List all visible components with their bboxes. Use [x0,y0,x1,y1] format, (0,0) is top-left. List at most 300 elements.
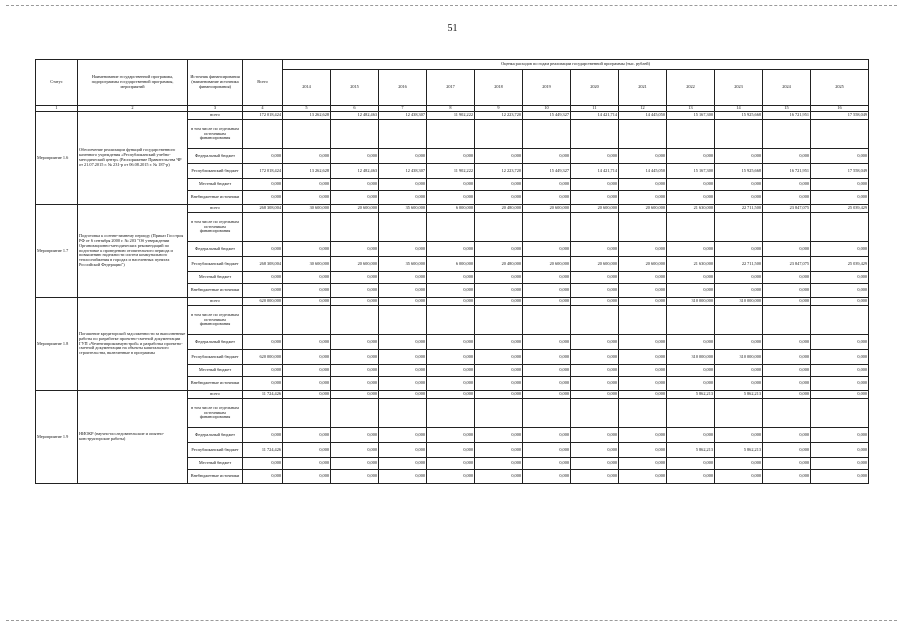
amount-year: 0,000 [571,470,619,484]
amount-year: 20 480,000 [475,257,523,272]
amount-year: 0,000 [571,149,619,164]
amount-year: 0,000 [283,377,331,391]
amount-year: 0,000 [619,149,667,164]
source-federal: Федеральный бюджет [188,428,243,443]
amount-total: 268 308,004 [243,205,283,213]
header-estimate: Оценка расходов по годам реализации государственной программы (тыс. рублей) [283,60,869,70]
amount-year: 30 600,000 [283,257,331,272]
amount-year: 0,000 [379,284,427,298]
empty-cell [811,399,869,428]
empty-cell [379,213,427,242]
amount-year: 5 862,213 [667,391,715,399]
amount-year: 16 721,951 [763,112,811,120]
amount-year: 15 167,300 [667,164,715,179]
amount-year: 0,000 [427,298,475,306]
amount-year: 0,000 [379,428,427,443]
amount-year: 0,000 [715,242,763,257]
empty-cell [331,213,379,242]
amount-year: 17 558,049 [811,164,869,179]
amount-year: 35 600,000 [379,205,427,213]
amount-year: 0,000 [571,391,619,399]
amount-year: 0,000 [763,443,811,458]
amount-year: 0,000 [475,284,523,298]
source-other: Внебюджетные источники [188,377,243,391]
amount-total: 620 000,000 [243,350,283,365]
empty-cell [243,399,283,428]
amount-year: 0,000 [763,298,811,306]
amount-year: 0,000 [667,428,715,443]
amount-year: 0,000 [571,179,619,191]
amount-year: 0,000 [523,242,571,257]
amount-year: 0,000 [763,149,811,164]
amount-year: 0,000 [811,284,869,298]
amount-year: 0,000 [619,428,667,443]
amount-year: 0,000 [475,470,523,484]
empty-cell [619,306,667,335]
column-index: 8 [427,106,475,112]
amount-year: 0,000 [283,242,331,257]
header-status: Статус [36,60,78,106]
amount-year: 0,000 [571,242,619,257]
amount-year: 0,000 [811,298,869,306]
amount-year: 0,000 [523,377,571,391]
source-republic: Республиканский бюджет [188,443,243,458]
amount-year: 0,000 [667,272,715,284]
budget-table [35,59,869,484]
column-index: 11 [571,106,619,112]
source-republic: Республиканский бюджет [188,350,243,365]
amount-year: 0,000 [379,458,427,470]
header-year: 2014 [283,70,331,106]
amount-year: 0,000 [331,335,379,350]
amount-year: 0,000 [427,149,475,164]
source-total: всего [188,112,243,120]
measure-status: Мероприятие 1.7 [36,205,78,298]
amount-year: 0,000 [379,365,427,377]
header-year: 2016 [379,70,427,106]
amount-year: 0,000 [523,298,571,306]
amount-year: 0,000 [811,443,869,458]
amount-year: 0,000 [331,365,379,377]
empty-cell [283,213,331,242]
amount-year: 0,000 [619,470,667,484]
amount-total: 11 724,426 [243,391,283,399]
amount-year: 0,000 [763,350,811,365]
header-year: 2015 [331,70,379,106]
amount-year: 6 000,000 [427,257,475,272]
amount-year: 0,000 [763,242,811,257]
empty-cell [331,399,379,428]
empty-cell [619,120,667,149]
amount-year: 0,000 [379,391,427,399]
amount-year: 0,000 [571,458,619,470]
empty-cell [667,306,715,335]
amount-year: 12 223,720 [475,164,523,179]
amount-year: 0,000 [331,179,379,191]
amount-year: 0,000 [523,179,571,191]
amount-year: 310 000,000 [715,298,763,306]
column-index: 14 [715,106,763,112]
amount-year: 0,000 [427,179,475,191]
amount-year: 0,000 [523,458,571,470]
measure-name: НИОКР (научно-исследовательские и опытно-конструкторские работы) [78,391,188,484]
empty-cell [763,120,811,149]
amount-year: 0,000 [379,149,427,164]
bottom-scan-border [6,620,897,621]
amount-year: 0,000 [715,149,763,164]
source-total: всего [188,205,243,213]
amount-year: 0,000 [715,335,763,350]
amount-year: 0,000 [379,350,427,365]
source-other: Внебюджетные источники [188,284,243,298]
amount-year: 0,000 [283,350,331,365]
empty-cell [715,306,763,335]
amount-year: 310 000,000 [667,350,715,365]
amount-year: 0,000 [763,335,811,350]
amount-year: 0,000 [523,443,571,458]
amount-year: 0,000 [283,191,331,205]
amount-year: 13 262,628 [283,112,331,120]
empty-cell [523,399,571,428]
amount-year: 0,000 [715,179,763,191]
empty-cell [619,399,667,428]
amount-year: 0,000 [475,298,523,306]
amount-year: 0,000 [763,191,811,205]
amount-total: 172 018,424 [243,112,283,120]
empty-cell [243,120,283,149]
amount-year: 20 600,000 [619,257,667,272]
amount-year: 0,000 [619,298,667,306]
column-index: 2 [78,106,188,112]
amount-year: 20 600,000 [571,257,619,272]
empty-cell [283,120,331,149]
amount-year: 20 600,000 [571,205,619,213]
source-federal: Федеральный бюджет [188,149,243,164]
amount-year: 0,000 [523,191,571,205]
amount-year: 0,000 [283,365,331,377]
amount-year: 0,000 [427,191,475,205]
empty-cell [243,306,283,335]
amount-year: 0,000 [283,149,331,164]
amount-year: 0,000 [331,298,379,306]
header-source: Источник финансирования (наименование источника финансирования) [188,60,243,106]
amount-year: 0,000 [475,272,523,284]
amount-total: 0,000 [243,377,283,391]
amount-year: 0,000 [523,391,571,399]
amount-total: 0,000 [243,458,283,470]
amount-year: 0,000 [283,284,331,298]
amount-year: 20 600,000 [331,257,379,272]
amount-year: 0,000 [283,428,331,443]
column-index: 16 [811,106,869,112]
source-other: Внебюджетные источники [188,191,243,205]
amount-year: 12 482,463 [331,164,379,179]
amount-year: 21 630,000 [667,205,715,213]
empty-cell [811,213,869,242]
amount-year: 0,000 [715,470,763,484]
empty-cell [811,306,869,335]
amount-year: 0,000 [619,391,667,399]
source-federal: Федеральный бюджет [188,242,243,257]
empty-cell [667,120,715,149]
amount-year: 0,000 [331,470,379,484]
amount-total: 0,000 [243,365,283,377]
amount-year: 0,000 [811,458,869,470]
amount-year: 0,000 [331,350,379,365]
amount-year: 0,000 [379,335,427,350]
empty-cell [283,399,331,428]
amount-year: 0,000 [571,335,619,350]
empty-cell [379,306,427,335]
amount-year: 0,000 [283,391,331,399]
column-index: 4 [243,106,283,112]
amount-year: 0,000 [811,149,869,164]
amount-year: 0,000 [523,284,571,298]
amount-year: 25 039,429 [811,257,869,272]
amount-year: 11 902,222 [427,112,475,120]
measure-status: Мероприятие 1.9 [36,391,78,484]
table-row [36,112,869,120]
amount-year: 0,000 [619,350,667,365]
amount-year: 0,000 [667,191,715,205]
empty-cell [763,213,811,242]
empty-cell [475,399,523,428]
amount-year: 0,000 [571,377,619,391]
amount-year: 0,000 [619,365,667,377]
amount-year: 14 421,714 [571,164,619,179]
amount-year: 0,000 [667,470,715,484]
empty-cell [475,213,523,242]
amount-year: 16 721,951 [763,164,811,179]
amount-year: 0,000 [571,443,619,458]
amount-year: 0,000 [427,350,475,365]
amount-year: 0,000 [571,191,619,205]
empty-cell [619,213,667,242]
column-index: 1 [36,106,78,112]
empty-cell [571,213,619,242]
amount-year: 0,000 [379,242,427,257]
amount-year: 12 482,463 [331,112,379,120]
amount-year: 0,000 [475,365,523,377]
amount-year: 0,000 [571,272,619,284]
table-row [36,205,869,213]
amount-year: 0,000 [619,272,667,284]
amount-year: 0,000 [715,458,763,470]
measure-status: Мероприятие 1.8 [36,298,78,391]
amount-year: 0,000 [283,335,331,350]
measure-name: Подготовка к осенне-зимнему периоду (Приказ Госстроя РФ от 6 сентября 2000 г. № 203 "Об утверждении Организационно-методических рекомендаций по подготовке к проведению отопительного периода и повышению надежности систем коммунального теплоснабжения в городах и населенных пунктах Российской Федерации") [78,205,188,298]
amount-year: 0,000 [763,458,811,470]
amount-year: 20 600,000 [523,205,571,213]
amount-year: 0,000 [763,428,811,443]
empty-cell [571,120,619,149]
amount-year: 0,000 [331,191,379,205]
amount-total: 0,000 [243,191,283,205]
amount-year: 0,000 [283,470,331,484]
source-total: всего [188,391,243,399]
amount-year: 0,000 [811,179,869,191]
amount-year: 0,000 [283,443,331,458]
amount-year: 0,000 [283,458,331,470]
amount-year: 0,000 [811,428,869,443]
amount-year: 0,000 [331,458,379,470]
top-scan-border [6,5,897,6]
amount-year: 0,000 [475,149,523,164]
amount-year: 14 445,050 [619,164,667,179]
empty-cell [379,399,427,428]
column-index: 5 [283,106,331,112]
amount-year: 0,000 [667,284,715,298]
amount-year: 0,000 [715,284,763,298]
header-year: 2024 [763,70,811,106]
amount-year: 0,000 [427,242,475,257]
empty-cell [331,120,379,149]
amount-year: 0,000 [379,272,427,284]
amount-year: 22 711,500 [715,205,763,213]
amount-year: 0,000 [619,242,667,257]
header-total: Всего [243,60,283,106]
empty-cell [715,120,763,149]
amount-year: 0,000 [379,443,427,458]
amount-year: 22 711,500 [715,257,763,272]
source-including: в том числе по отдельным источникам финансирования [188,399,243,428]
amount-year: 0,000 [811,350,869,365]
amount-year: 0,000 [427,377,475,391]
amount-year: 20 600,000 [619,205,667,213]
amount-year: 0,000 [571,365,619,377]
measure-status: Мероприятие 1.6 [36,112,78,205]
empty-cell [715,213,763,242]
amount-total: 0,000 [243,284,283,298]
column-index: 7 [379,106,427,112]
source-local: Местный бюджет [188,179,243,191]
amount-year: 0,000 [571,350,619,365]
amount-year: 0,000 [283,272,331,284]
amount-year: 0,000 [811,377,869,391]
amount-year: 0,000 [619,443,667,458]
amount-year: 0,000 [427,272,475,284]
header-year: 2020 [571,70,619,106]
amount-year: 0,000 [763,391,811,399]
source-including: в том числе по отдельным источникам финансирования [188,120,243,149]
amount-year: 0,000 [667,149,715,164]
amount-year: 12 438,307 [379,164,427,179]
column-index: 10 [523,106,571,112]
empty-cell [571,306,619,335]
amount-year: 0,000 [571,284,619,298]
amount-year: 0,000 [523,335,571,350]
header-year: 2025 [811,70,869,106]
empty-cell [427,213,475,242]
amount-year: 0,000 [715,191,763,205]
amount-year: 0,000 [571,428,619,443]
amount-total: 0,000 [243,179,283,191]
source-total: всего [188,298,243,306]
measure-name: Обеспечение реализации функций государственного казенного учреждения «Республиканский учебно-методический центр» (Распоряжение Правительства ЧР от 21.07.2015 г. № 231-р от 06.08.2015 г. № 187-р) [78,112,188,205]
amount-year: 20 600,000 [523,257,571,272]
amount-year: 5 862,213 [715,391,763,399]
amount-year: 0,000 [811,365,869,377]
source-republic: Республиканский бюджет [188,257,243,272]
amount-year: 310 000,000 [667,298,715,306]
amount-year: 5 862,213 [715,443,763,458]
amount-year: 0,000 [427,335,475,350]
empty-cell [667,399,715,428]
amount-total: 0,000 [243,470,283,484]
amount-year: 0,000 [475,335,523,350]
amount-year: 11 902,222 [427,164,475,179]
amount-year: 17 558,049 [811,112,869,120]
amount-year: 0,000 [811,470,869,484]
source-including: в том числе по отдельным источникам финансирования [188,306,243,335]
amount-year: 0,000 [379,470,427,484]
amount-year: 0,000 [331,149,379,164]
amount-year: 0,000 [667,365,715,377]
amount-year: 0,000 [715,365,763,377]
amount-year: 0,000 [619,284,667,298]
amount-year: 0,000 [715,272,763,284]
amount-year: 14 421,714 [571,112,619,120]
amount-year: 0,000 [763,365,811,377]
amount-year: 0,000 [427,443,475,458]
column-index: 12 [619,106,667,112]
header-name: Наименование государственной программы, подпрограммы государственной программы, мероприятий [78,60,188,106]
amount-year: 0,000 [811,272,869,284]
amount-total: 0,000 [243,428,283,443]
amount-year: 0,000 [475,458,523,470]
amount-year: 30 600,000 [283,205,331,213]
amount-year: 12 223,720 [475,112,523,120]
amount-year: 0,000 [427,365,475,377]
amount-year: 0,000 [571,298,619,306]
amount-year: 0,000 [475,242,523,257]
empty-cell [523,120,571,149]
page-number: 51 [447,23,458,34]
amount-year: 0,000 [523,365,571,377]
amount-year: 15 449,327 [523,112,571,120]
amount-year: 6 000,000 [427,205,475,213]
amount-year: 0,000 [619,335,667,350]
amount-year: 0,000 [715,377,763,391]
amount-year: 14 445,050 [619,112,667,120]
measure-name: Погашение кредиторской задолженности за выполненные работы по разработке проектно-сметной документации ГУП «Чеченгипрокоммунстрой» и разработка проектно-сметной документации на объекты капитального строительства, включенные в программы [78,298,188,391]
amount-year: 0,000 [379,179,427,191]
amount-year: 0,000 [427,470,475,484]
amount-year: 0,000 [283,298,331,306]
amount-year: 0,000 [523,350,571,365]
amount-year: 0,000 [475,443,523,458]
amount-year: 0,000 [475,191,523,205]
table-row [36,391,869,399]
source-local: Местный бюджет [188,365,243,377]
amount-year: 0,000 [619,377,667,391]
empty-cell [427,306,475,335]
source-federal: Федеральный бюджет [188,335,243,350]
header-year: 2023 [715,70,763,106]
amount-year: 23 847,075 [763,205,811,213]
empty-cell [523,306,571,335]
empty-cell [475,306,523,335]
amount-total: 268 308,004 [243,257,283,272]
amount-total: 0,000 [243,272,283,284]
header-year: 2017 [427,70,475,106]
amount-year: 20 600,000 [331,205,379,213]
empty-cell [811,120,869,149]
amount-year: 0,000 [331,272,379,284]
amount-year: 23 847,075 [763,257,811,272]
amount-year: 0,000 [619,191,667,205]
amount-year: 0,000 [619,179,667,191]
